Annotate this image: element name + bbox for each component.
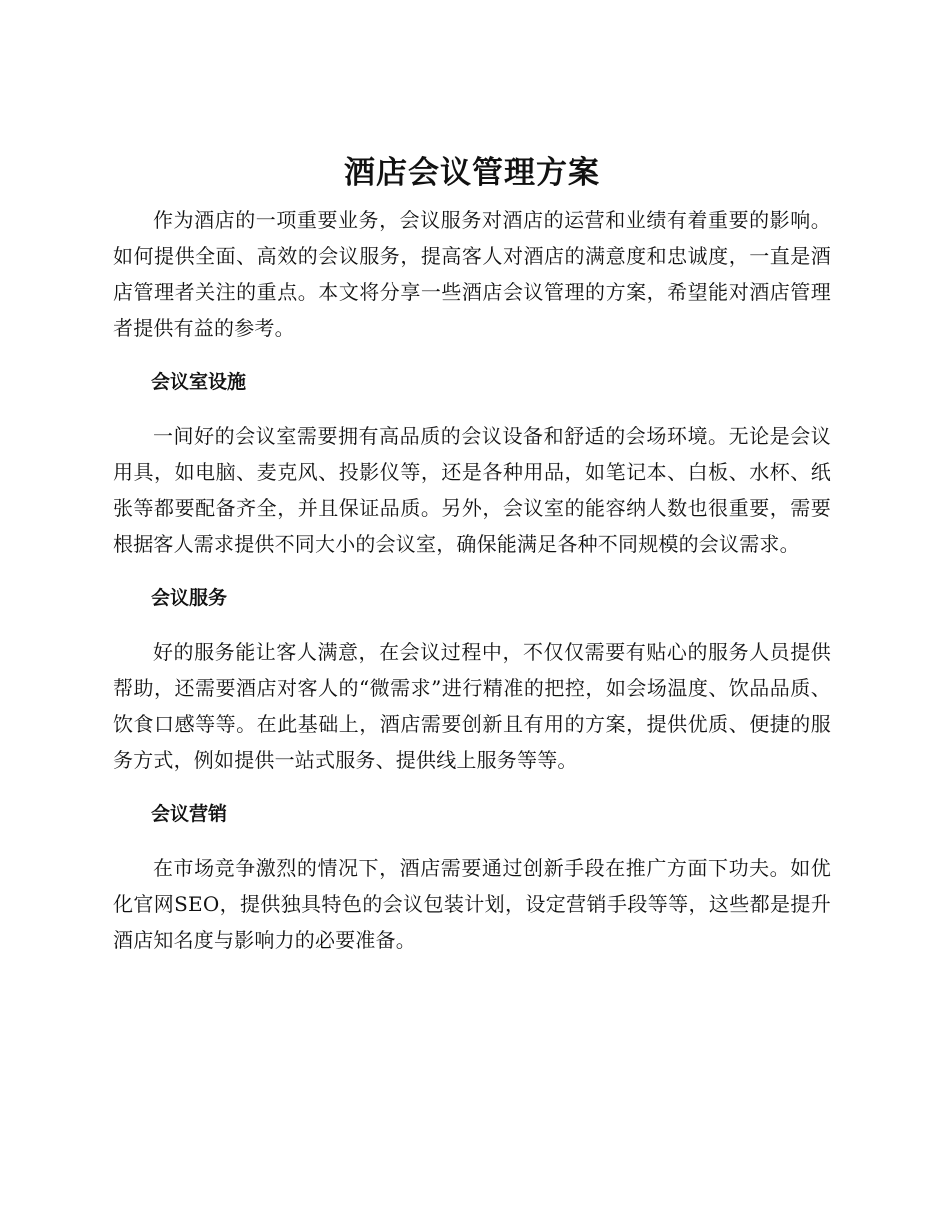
section-heading-facilities: 会议室设施 (151, 371, 247, 393)
section-paragraph-service: 好的服务能让客人满意，在会议过程中，不仅仅需要有贴心的服务人员提供帮助，还需要酒店对客人的“微需求”进行精准的把控，如会场温度、饮品品质、饮食口感等等。在此基础上，酒店需要创新且有用的方案，提供优质、便捷的服务方式，例如提供一站式服务、提供线上服务等等。 (113, 640, 831, 772)
section-heading-marketing: 会议营销 (151, 803, 228, 825)
document-body (113, 148, 831, 958)
document-title: 酒店会议管理方案 (344, 155, 600, 191)
section-heading-service: 会议服务 (151, 587, 228, 609)
intro-paragraph: 作为酒店的一项重要业务，会议服务对酒店的运营和业绩有着重要的影响。如何提供全面、高效的会议服务，提高客人对酒店的满意度和忠诚度，一直是酒店管理者关注的重点。本文将分享一些酒店会议管理的方案，希望能对酒店管理者提供有益的参考。 (113, 208, 831, 340)
section-paragraph-marketing: 在市场竞争激烈的情况下，酒店需要通过创新手段在推广方面下功夫。如优化官网SEO，提供独具特色的会议包装计划，设定营销手段等等，这些都是提升酒店知名度与影响力的必要准备。 (113, 856, 831, 952)
section-paragraph-facilities: 一间好的会议室需要拥有高品质的会议设备和舒适的会场环境。无论是会议用具，如电脑、麦克风、投影仪等，还是各种用品，如笔记本、白板、水杯、纸张等都要配备齐全，并且保证品质。另外，会议室的能容纳人数也很重要，需要根据客人需求提供不同大小的会议室，确保能满足各种不同规模的会议需求。 (113, 424, 831, 556)
